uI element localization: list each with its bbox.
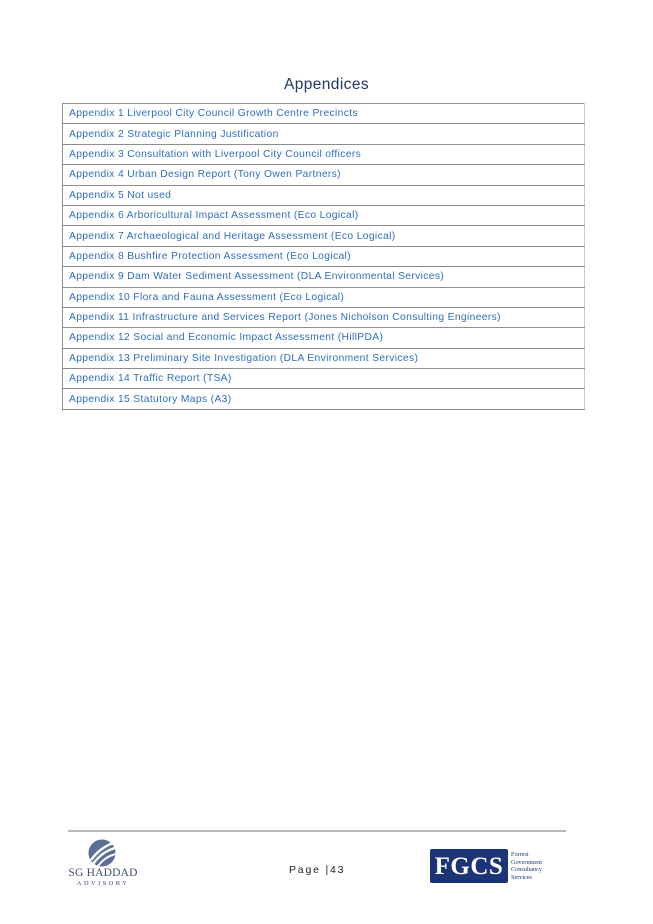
table-row (63, 205, 585, 225)
fgcs-acronym: FGCS (434, 852, 504, 880)
appendix-link[interactable]: Appendix 9 Dam Water Sediment Assessment (DLA Environmental Services) (63, 267, 585, 287)
sg-haddad-logo (64, 838, 142, 888)
appendix-link[interactable]: Appendix 6 Arboricultural Impact Assessment (Eco Logical) (63, 205, 585, 225)
footer-divider (68, 830, 566, 832)
appendix-link[interactable]: Appendix 11 Infrastructure and Services Report (Jones Nicholson Consulting Engineers) (63, 307, 585, 327)
table-row (63, 348, 585, 368)
fgcs-mark (430, 849, 508, 883)
page-title: Appendices (283, 76, 369, 93)
table-row (63, 307, 585, 327)
appendix-link[interactable]: Appendix 3 Consultation with Liverpool City Council officers (63, 144, 585, 164)
table-row (63, 104, 585, 124)
fgcs-word: Government (511, 858, 542, 866)
fgcs-logo (430, 849, 560, 883)
table-row (63, 226, 585, 246)
fgcs-word: Services (511, 873, 532, 881)
appendix-link[interactable]: Appendix 12 Social and Economic Impact Assessment (HillPDA) (63, 328, 585, 348)
fgcs-wordmark (511, 851, 561, 881)
sg-haddad-name: SG HADDAD (68, 867, 138, 879)
table-row (63, 389, 585, 409)
table-row (63, 185, 585, 205)
sg-haddad-subtitle: ADVISORY (76, 880, 130, 887)
table-row (63, 144, 585, 164)
appendix-link[interactable]: Appendix 5 Not used (63, 185, 585, 205)
table-row (63, 328, 585, 348)
appendices-table (62, 103, 585, 410)
appendix-link[interactable]: Appendix 2 Strategic Planning Justification (63, 124, 585, 144)
table-row (63, 267, 585, 287)
fgcs-word: Forrest (511, 851, 529, 858)
appendix-link[interactable]: Appendix 4 Urban Design Report (Tony Owen Partners) (63, 165, 585, 185)
table-row (63, 246, 585, 266)
table-row (63, 287, 585, 307)
appendix-link[interactable]: Appendix 8 Bushfire Protection Assessment (Eco Logical) (63, 246, 585, 266)
table-row (63, 165, 585, 185)
appendix-link[interactable]: Appendix 14 Traffic Report (TSA) (63, 369, 585, 389)
appendix-link[interactable]: Appendix 15 Statutory Maps (A3) (63, 389, 585, 409)
table-row (63, 124, 585, 144)
appendix-link[interactable]: Appendix 1 Liverpool City Council Growth Centre Precincts (63, 104, 585, 124)
sg-haddad-emblem-icon (87, 838, 117, 868)
page-number: Page |43 (289, 864, 346, 876)
table-row (63, 369, 585, 389)
fgcs-word: Consultancy (511, 866, 542, 873)
appendix-link[interactable]: Appendix 10 Flora and Fauna Assessment (Eco Logical) (63, 287, 585, 307)
appendix-link[interactable]: Appendix 13 Preliminary Site Investigation (DLA Environment Services) (63, 348, 585, 368)
appendix-link[interactable]: Appendix 7 Archaeological and Heritage Assessment (Eco Logical) (63, 226, 585, 246)
